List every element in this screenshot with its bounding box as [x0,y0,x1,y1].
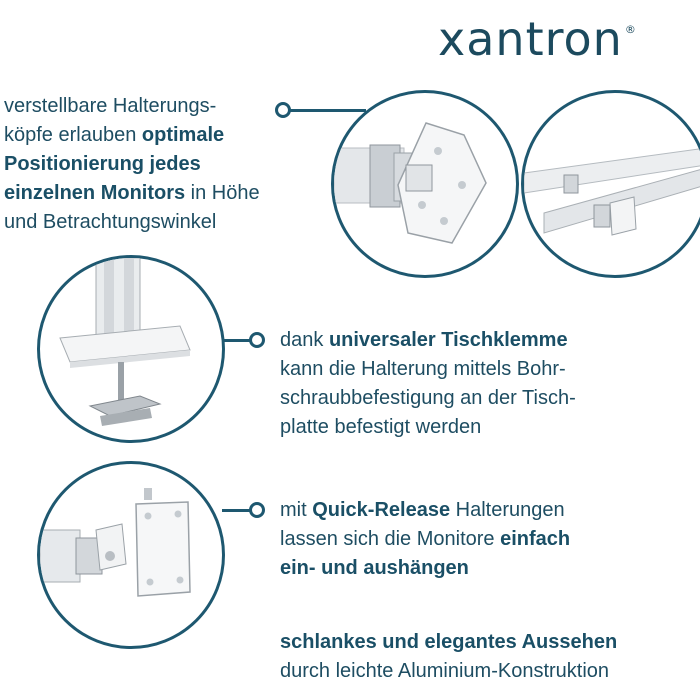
feature-text-segment: verstellbare Halterungs- [4,95,217,117]
feature-line [4,150,324,179]
feature-line [280,657,700,686]
feature-text-bold: universaler Tischklemme [328,329,568,351]
feature-line [280,496,700,525]
feature-line [280,525,700,554]
registered-mark: ® [624,23,637,36]
feature-text-bold: Quick-Release [312,499,451,521]
brand-name: xantron [438,12,623,66]
feature-text-segment: mit [280,499,313,521]
feature-text-bold: einzelnen Monitors [4,182,186,204]
feature-text-bold: optimale [141,124,225,146]
image-desk-clamp [37,255,225,443]
feature-line [4,208,324,237]
image-vesa-head-closeup [331,90,519,278]
feature-text-segment: schraubbefestigung an der Tisch- [280,387,576,409]
brand-logo [438,12,637,66]
feature-text-desk-clamp [280,326,700,442]
feature-text-segment: und Betrachtungswinkel [4,211,217,233]
feature-text-segment: lassen sich die Monitore [280,528,501,550]
feature-text-segment: in Höhe [185,182,260,204]
feature-text-segment: platte befestigt werden [280,416,482,438]
feature-line [280,355,700,384]
feature-line [280,384,700,413]
feature-text-bold: einfach [500,528,571,550]
feature-text-bold: Positionierung jedes [4,153,201,175]
connector-line [290,109,366,112]
quick-release-illustration [40,464,222,646]
feature-text-segment: dank [280,329,329,351]
feature-line [280,326,700,355]
feature-line [280,554,700,583]
connector-line [222,339,250,342]
feature-line [4,121,324,150]
feature-text-segment: kann die Halterung mittels Bohr- [280,358,566,380]
feature-text-segment: Halterungen [450,499,565,521]
feature-text-slim-design [280,628,700,686]
feature-line [4,179,324,208]
image-quick-release-plate [37,461,225,649]
vesa-head-illustration [334,93,516,275]
connector-dot [249,502,265,518]
connector-dot [249,332,265,348]
dual-arm-illustration [524,93,700,275]
connector-dot [275,102,291,118]
feature-text-bold: ein- und aushängen [280,557,469,579]
desk-clamp-illustration [40,258,222,440]
feature-text-segment: köpfe erlauben [4,124,142,146]
feature-text-segment: durch leichte Aluminium-Konstruktion [280,660,610,682]
feature-text-bold: schlankes und elegantes Aussehen [280,631,618,653]
connector-line [222,509,250,512]
feature-line [280,628,700,657]
image-dual-arm-overview [521,90,700,278]
feature-text-quick-release [280,496,700,583]
feature-line [280,413,700,442]
